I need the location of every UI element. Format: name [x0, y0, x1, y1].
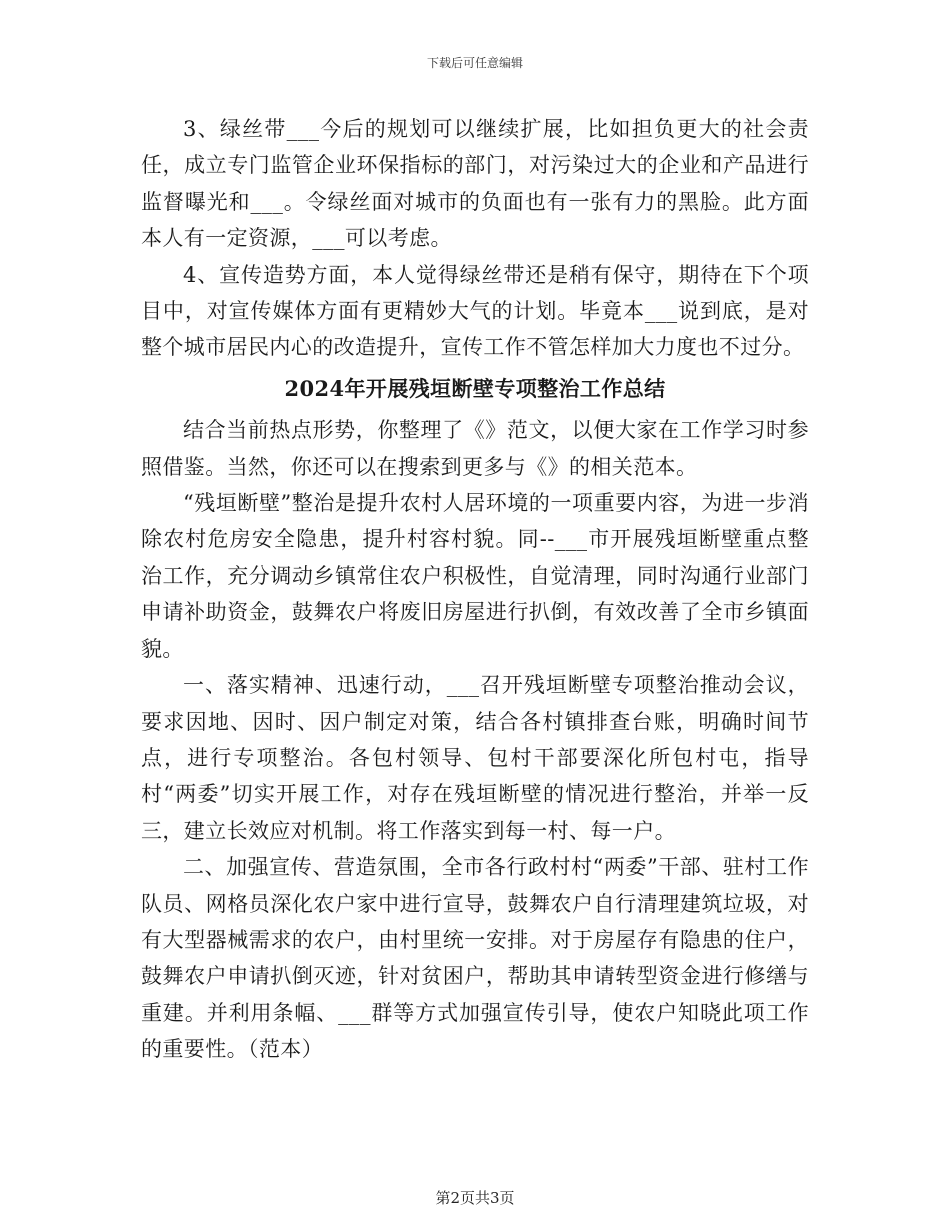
document-title: 2024年开展残垣断壁专项整治工作总结: [284, 375, 666, 401]
paragraph-background: “残垣断壁”整治是提升农村人居环境的一项重要内容，为进一步消除农村危房安全隐患，提升村容村貌。同--___市开展残垣断壁重点整治工作，充分调动乡镇常住农户积极性，自觉清理，同时沟通行业部门申请补助资金，鼓舞农户将废旧房屋进行扒倒，有效改善了全市乡镇面貌。: [141, 491, 809, 661]
document-body: [141, 111, 809, 1068]
paragraph-section-two: 二、加强宣传、营造氛围，全市各行政村村“两委”干部、驻村工作队员、网格员深化农户家中进行宣导，鼓舞农户自行清理建筑垃圾，对有大型器械需求的农户，由村里统一安排。对于房屋存有隐患的住户，鼓舞农户申请扒倒灭迹，针对贫困户，帮助其申请转型资金进行修缮与重建。并利用条幅、___群等方式加强宣传引导，使农户知晓此项工作的重要性。（范本）: [141, 855, 809, 1062]
page-header: 下载后可任意编辑: [426, 56, 523, 70]
paragraph-item-4: 4、宣传造势方面，本人觉得绿丝带还是稍有保守，期待在下个项目中，对宣传媒体方面有更精妙大气的计划。毕竟本___说到底，是对整个城市居民内心的改造提升，宣传工作不管怎样加大力度也不过分。: [141, 262, 809, 360]
paragraph-section-one: 一、落实精神、迅速行动，___召开残垣断壁专项整治推动会议，要求因地、因时、因户制定对策，结合各村镇排查台账，明确时间节点，进行专项整治。各包村领导、包村干部要深化所包村屯，指导村“两委”切实开展工作，对存在残垣断壁的情况进行整治，并举一反三，建立长效应对机制。将工作落实到每一村、每一户。: [141, 673, 809, 843]
paragraph-intro: 结合当前热点形势，你整理了《》范文，以便大家在工作学习时参照借鉴。当然，你还可以在搜索到更多与《》的相关范本。: [141, 418, 809, 479]
page-footer: 第2页共3页: [435, 1189, 515, 1207]
paragraph-item-3: 3、绿丝带___今后的规划可以继续扩展，比如担负更大的社会责任，成立专门监管企业环保指标的部门，对污染过大的企业和产品进行监督曝光和___。令绿丝面对城市的负面也有一张有力的黑脸。此方面本人有一定资源，___可以考虑。: [141, 117, 809, 251]
